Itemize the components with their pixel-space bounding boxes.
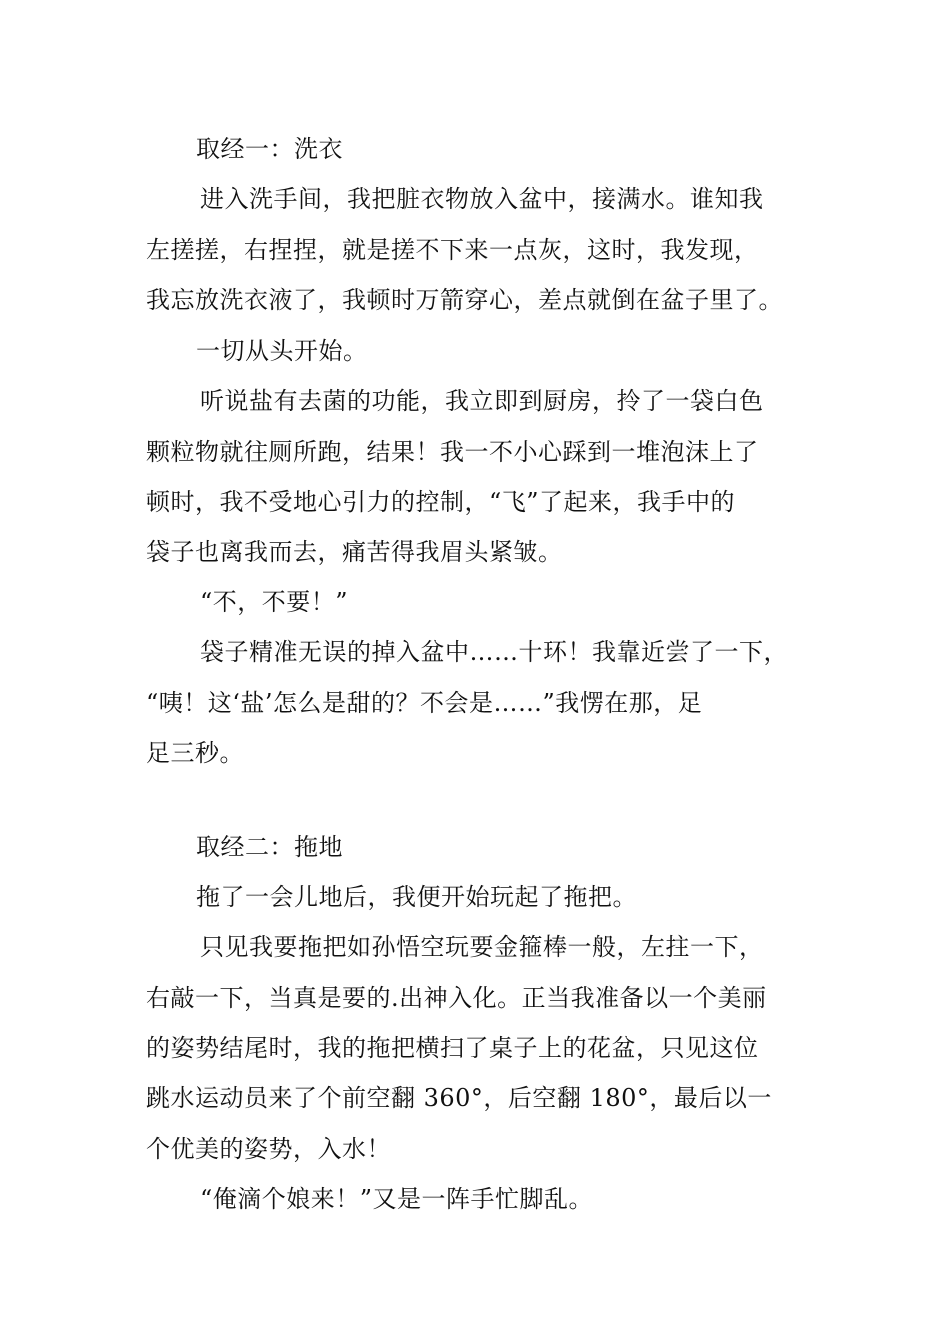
paragraph-line: 的姿势结尾时，我的拖把横扫了桌子上的花盆，只见这位: [146, 1034, 759, 1062]
paragraph-line: 听说盐有去菌的功能，我立即到厨房，拎了一袋白色: [200, 387, 764, 415]
section-heading-2: 取经二：拖地: [196, 833, 343, 861]
paragraph-line: 我忘放洗衣液了，我顿时万箭穿心，差点就倒在盆子里了。: [146, 286, 783, 314]
paragraph-line: 进入洗手间，我把脏衣物放入盆中，接满水。谁知我: [200, 185, 764, 213]
paragraph-line: 左搓搓，右捏捏，就是搓不下来一点灰，这时，我发现，: [146, 236, 759, 264]
paragraph-line: 袋子精准无误的掉入盆中……十环！我靠近尝了一下，: [200, 638, 788, 666]
section-heading-1: 取经一：洗衣: [196, 135, 343, 163]
paragraph-line: 跳水运动员来了个前空翻 360°，后空翻 180°，最后以一: [146, 1084, 772, 1112]
paragraph-line: 只见我要拖把如孙悟空玩要金箍棒一般，左拄一下，: [200, 933, 764, 961]
paragraph-line: “不，不要！”: [200, 588, 349, 616]
paragraph-line: 拖了一会儿地后，我便开始玩起了拖把。: [196, 883, 637, 911]
paragraph-line: 个优美的姿势，入水！: [146, 1135, 391, 1163]
paragraph-line: 一切从头开始。: [196, 337, 368, 365]
paragraph-line: 袋子也离我而去，痛苦得我眉头紧皱。: [146, 538, 563, 566]
paragraph-line: 右敲一下，当真是要的.出神入化。正当我准备以一个美丽: [146, 984, 767, 1012]
paragraph-line: “俺滴个娘来！”又是一阵手忙脚乱。: [200, 1185, 594, 1213]
paragraph-line: “咦！这‘盐’怎么是甜的？不会是……”我愣在那，足: [146, 689, 703, 717]
paragraph-line: 颗粒物就往厕所跑，结果！我一不小心踩到一堆泡沫上了: [146, 438, 759, 466]
paragraph-line: 顿时，我不受地心引力的控制，“飞”了起来，我手中的: [146, 488, 736, 516]
paragraph-line: 足三秒。: [146, 739, 244, 767]
